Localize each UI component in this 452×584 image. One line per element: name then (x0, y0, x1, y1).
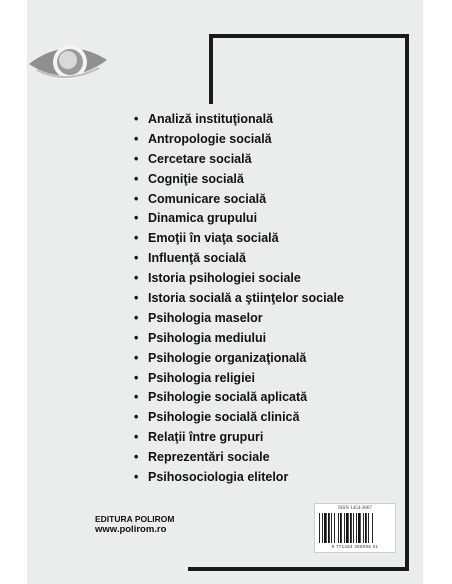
bullet-icon: • (134, 350, 139, 365)
bullet-icon: • (134, 390, 139, 405)
bullet-icon: • (134, 330, 139, 345)
barcode-bar (344, 513, 345, 543)
topic-label: Cogniţie socială (148, 171, 244, 186)
barcode-bar (331, 513, 332, 543)
bullet-icon: • (134, 430, 139, 445)
bullet-icon: • (134, 112, 139, 126)
barcode-bar (319, 513, 320, 543)
topic-label: Comunicare socială (148, 191, 267, 206)
topic-label: Antropologie socială (148, 131, 272, 146)
topic-label: Psihologia mediului (148, 330, 267, 345)
topic-list-item (134, 269, 344, 289)
barcode-bar (324, 513, 327, 543)
topic-list-item (134, 209, 344, 229)
topic-list-item (134, 448, 344, 468)
topic-list-item (134, 229, 344, 249)
topic-label: Istoria psihologiei sociale (148, 271, 301, 286)
topic-list-item (134, 349, 344, 369)
issn-label: ISSN 1454-3667 (338, 506, 372, 511)
barcode-bar (358, 513, 361, 543)
topic-list-item (134, 190, 344, 210)
publisher-website: www.polirom.ro (95, 524, 167, 535)
barcode-bar (363, 513, 364, 543)
bullet-icon: • (134, 151, 139, 166)
barcode-bar (372, 513, 373, 543)
barcode-bar (334, 513, 335, 543)
topic-list-item (134, 170, 344, 190)
topic-label: Psihologia religiei (148, 370, 255, 385)
barcode-bar (356, 513, 357, 543)
barcode-digits: 9 771454 366006 01 (331, 544, 379, 549)
topic-label: Analiză instituţională (148, 112, 274, 126)
topic-list-item (134, 388, 344, 408)
bullet-icon: • (134, 370, 139, 385)
topic-label: Psihosociologia elitelor (148, 470, 289, 485)
topic-label: Psihologia maselor (148, 310, 263, 325)
bullet-icon: • (134, 291, 139, 306)
barcode-bar (353, 513, 354, 543)
barcode-box (314, 503, 396, 553)
barcode-bar (346, 513, 349, 543)
bullet-icon: • (134, 171, 139, 186)
barcode-bar (340, 513, 342, 543)
barcode-bar (322, 513, 323, 543)
topic-label: Relaţii între grupuri (148, 430, 264, 445)
topic-list-item (134, 289, 344, 309)
topic-label: Istoria socială a ştiinţelor sociale (148, 291, 344, 306)
bullet-icon: • (134, 131, 139, 146)
bullet-icon: • (134, 231, 139, 246)
topic-list-item (134, 329, 344, 349)
topic-label: Emoţii în viaţa socială (148, 231, 279, 246)
bullet-icon: • (134, 310, 139, 325)
bullet-icon: • (134, 191, 139, 206)
collection-topic-list (134, 110, 344, 488)
barcode-bar (350, 513, 352, 543)
topic-label: Psihologie organizaţională (148, 350, 307, 365)
topic-list-item (134, 369, 344, 389)
bullet-icon: • (134, 211, 139, 226)
bullet-icon: • (134, 271, 139, 286)
topic-list-item (134, 428, 344, 448)
topic-list-item (134, 150, 344, 170)
barcode-bar (338, 513, 339, 543)
topic-list-item (134, 130, 344, 150)
bullet-icon: • (134, 410, 139, 425)
frame-bottom-border (188, 567, 409, 571)
bullet-icon: • (134, 450, 139, 465)
topic-list-item (134, 309, 344, 329)
frame-right-border (405, 34, 409, 571)
frame-left-border (209, 34, 213, 104)
bullet-icon: • (134, 470, 139, 485)
eye-logo-icon (27, 33, 109, 91)
topic-label: Dinamica grupului (148, 211, 258, 226)
topic-label: Psihologie socială clinică (148, 410, 300, 425)
bullet-icon: • (134, 251, 139, 266)
publisher-name: EDITURA POLIROM (95, 514, 175, 524)
barcode-bar (328, 513, 330, 543)
topic-label: Reprezentări sociale (148, 450, 270, 465)
topic-label: Influenţă socială (148, 251, 246, 266)
topic-list-item (134, 408, 344, 428)
topic-label: Cercetare socială (148, 151, 252, 166)
barcode-bar (368, 513, 369, 543)
barcode-icon (319, 513, 391, 543)
frame-top-border (209, 34, 409, 38)
barcode-bar (365, 513, 367, 543)
topic-list-item (134, 110, 344, 130)
topic-label: Psihologie socială aplicată (148, 390, 308, 405)
topic-list-item (134, 468, 344, 488)
topic-list-item (134, 249, 344, 269)
